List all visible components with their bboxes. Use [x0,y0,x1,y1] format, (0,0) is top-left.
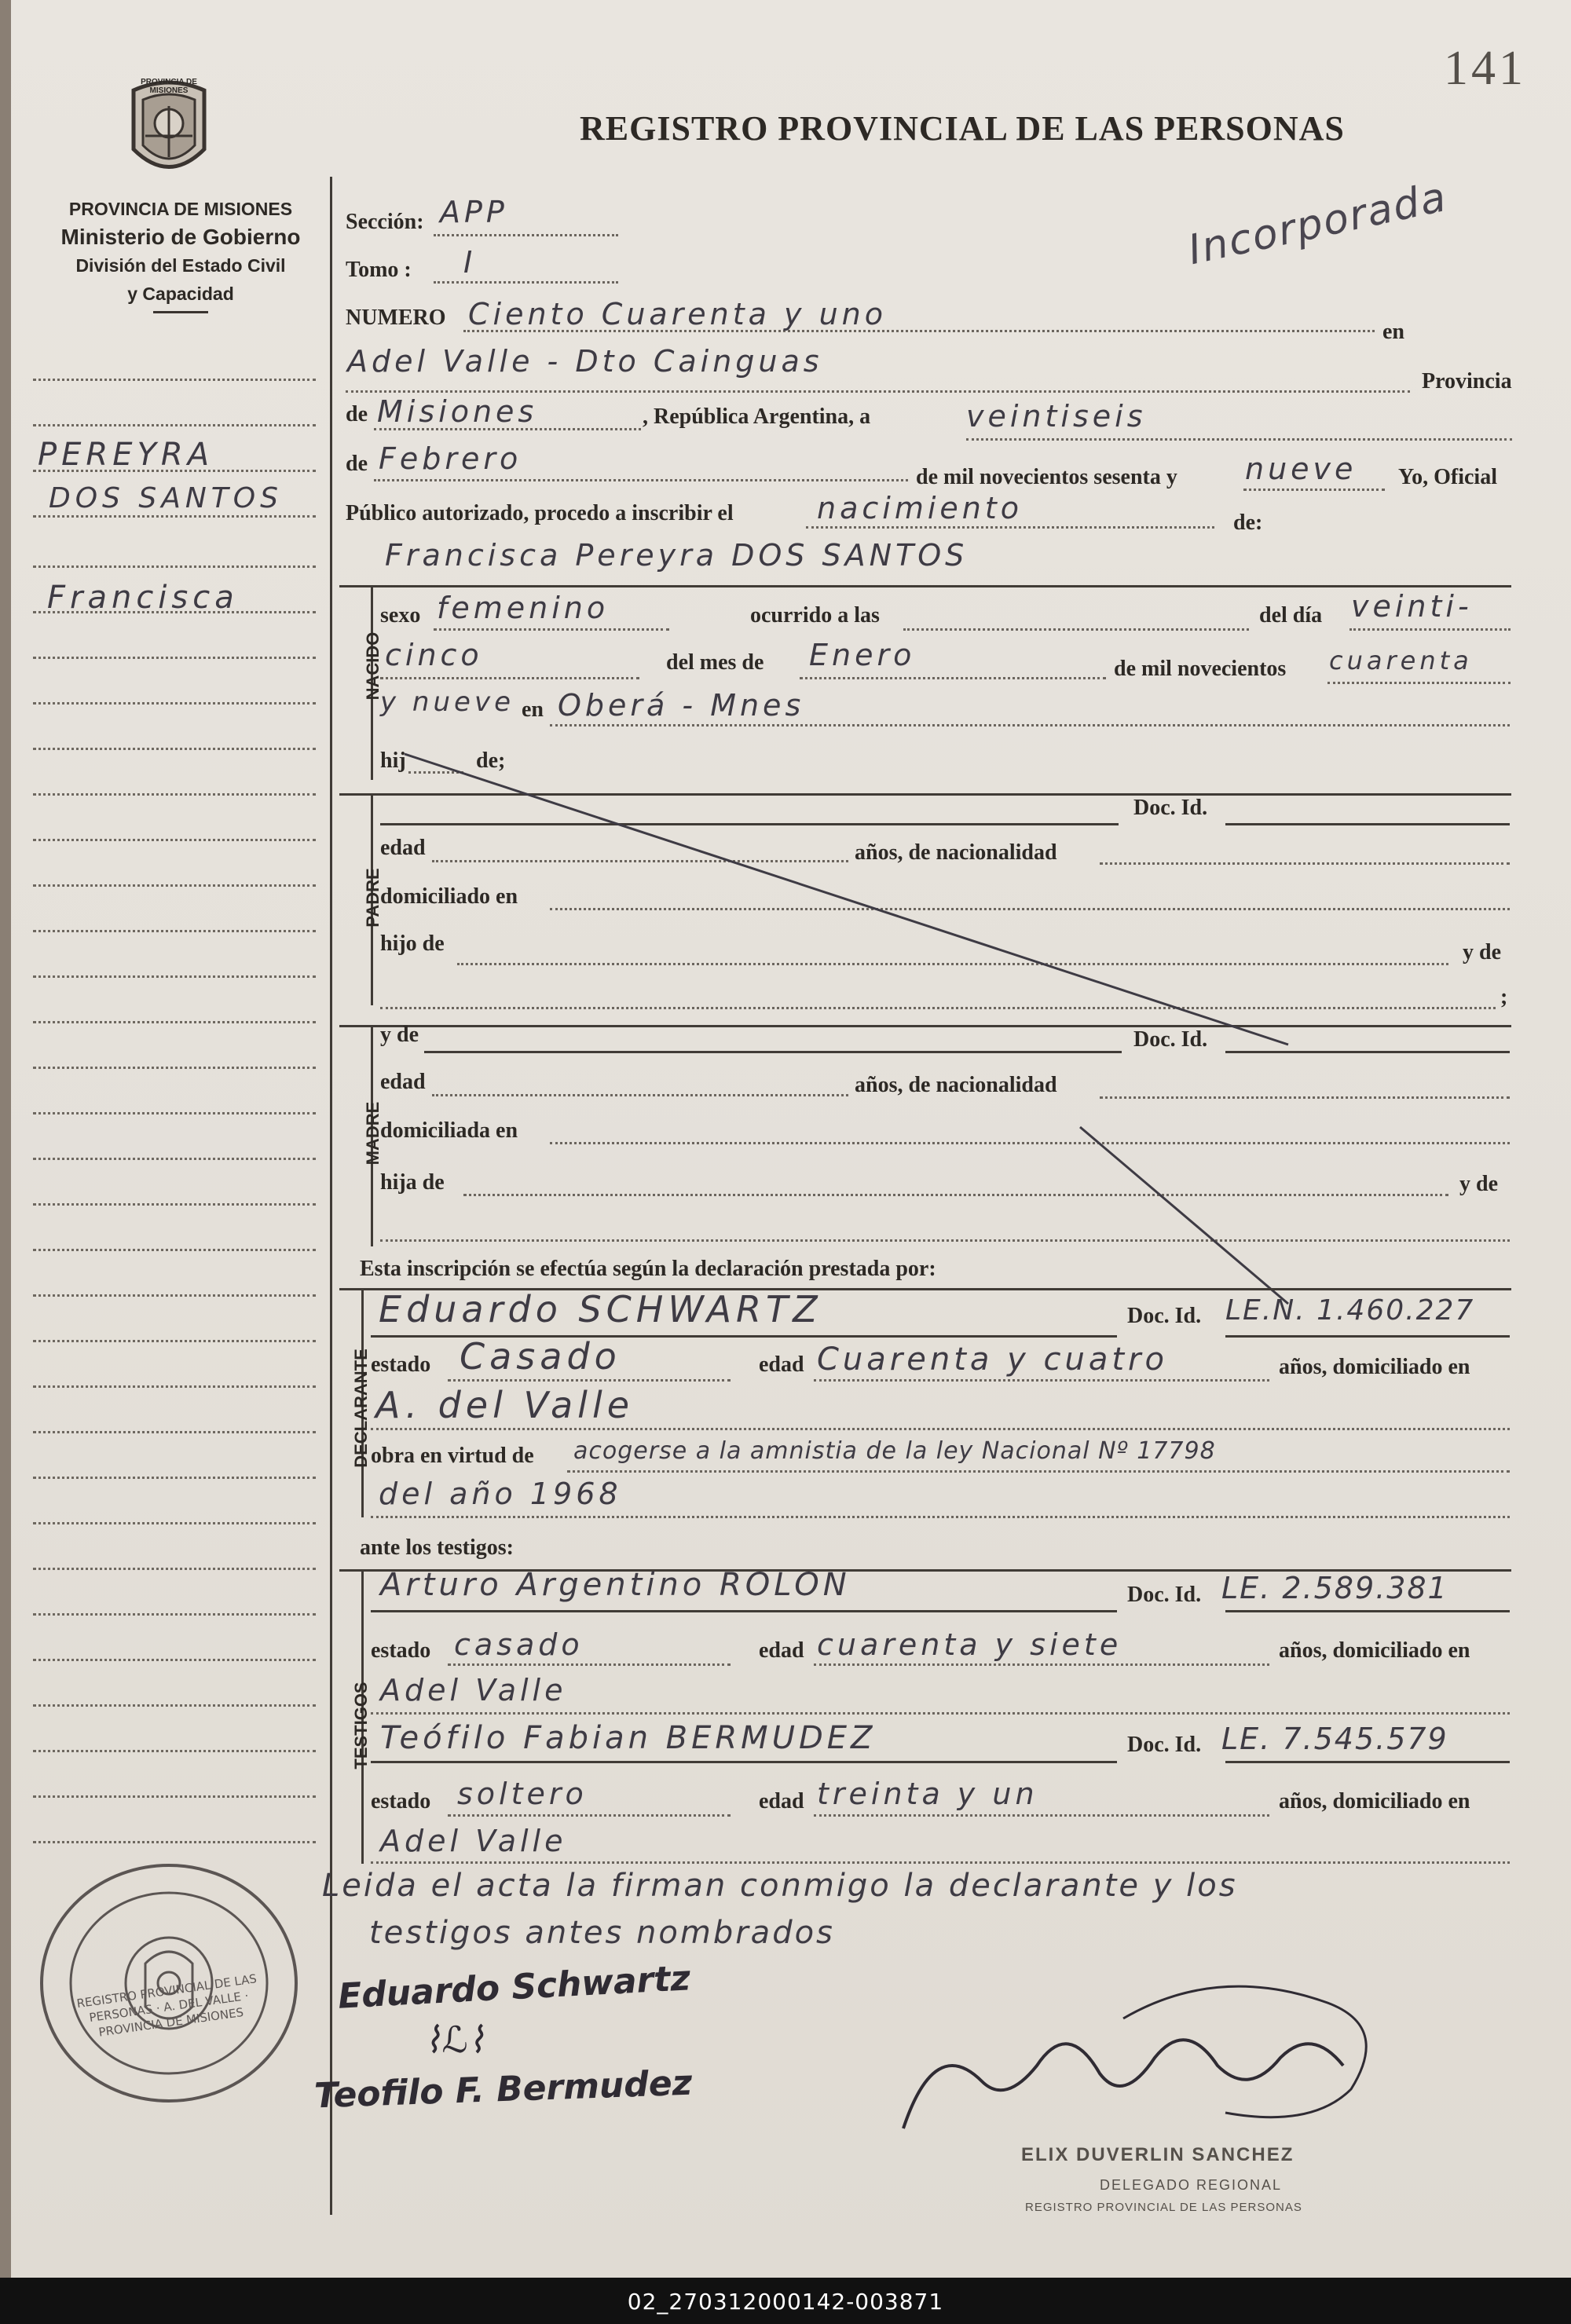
lugar-value: Adel Valle - Dto Cainguas [347,344,823,379]
testigo2-name-line [371,1761,1117,1763]
de-colon-label: de: [1233,511,1263,535]
declarante-dom-value: A. del Valle [375,1384,635,1426]
provincia-value: Misiones [377,394,538,429]
signature-declarante: Eduardo Schwartz [336,1958,692,2017]
padre-section-label: PADRE [363,868,383,928]
anio-insc-value: nueve [1245,452,1357,486]
numero-value: Ciento Cuarenta y uno [468,297,888,331]
signature-oficial-icon [888,1971,1422,2144]
declarante-edad-value: Cuarenta y cuatro [817,1341,1168,1378]
sexo-label: sexo [380,603,421,628]
testigo2-dom-value: Adel Valle [380,1824,567,1858]
madre-dom-label: domiciliada en [380,1118,518,1143]
testigo2-dom-line [371,1861,1510,1864]
tomo-value: I [463,245,477,280]
testigo2-doc-line [1225,1761,1510,1763]
numero-label: NUMERO [346,306,446,330]
madre-hija-label: hija de [380,1170,445,1195]
mes-nac-value: Enero [809,638,916,672]
testigo1-estado-label: estado [371,1638,431,1663]
de-label: de [346,402,368,426]
declarante-estado-label: estado [371,1352,431,1377]
publico-label: Público autorizado, procedo a inscribir el [346,501,734,525]
org-ministry: Ministerio de Gobierno [60,225,301,249]
testigo2-edad-value: treinta y un [817,1777,1038,1811]
closing-line-2: testigos antes nombrados [369,1915,835,1951]
obra-value-2: del año 1968 [379,1477,622,1511]
testigo1-edad-line [814,1663,1269,1666]
org-province: PROVINCIA DE MISIONES [68,199,293,219]
testigo1-doc-label: Doc. Id. [1127,1583,1202,1607]
padre-hijo-label: hijo de [380,931,445,956]
testigo1-estado-value: casado [454,1627,584,1662]
seal-text: REGISTRO PROVINCIAL DE LAS PERSONAS · A. DEL VALLE · PROVINCIA DE MISIONES [75,1971,258,2040]
declarante-estado-line [448,1379,731,1382]
mes-insc-value: Febrero [379,441,522,476]
dia-insc-value: veintiseis [966,399,1147,434]
oficial-name: ELIX DUVERLIN SANCHEZ [1021,2144,1295,2165]
testigo1-dom-value: Adel Valle [380,1673,567,1707]
padre-dom-label: domiciliado en [380,884,518,909]
padre-doc-label: Doc. Id. [1133,796,1208,820]
madre-y-de2-label: y de [1459,1172,1498,1196]
oficial-org: REGISTRO PROVINCIAL DE LAS PERSONAS [1025,2201,1302,2214]
testigo2-edad-line [814,1814,1269,1817]
del-mes-label: del mes de [666,650,764,675]
testigo2-value: Teófilo Fabian BERMUDEZ [380,1720,877,1756]
margin-given-name: Francisca [47,580,239,616]
seccion-value: APP [440,195,508,229]
padre-nac-label: años, de nacionalidad [855,840,1057,865]
org-capacity: y Capacidad [127,284,234,304]
oficial-title: DELEGADO REGIONAL [1100,2177,1283,2193]
padre-y-de-label: y de [1463,940,1501,964]
del-dia-label: del día [1259,603,1323,628]
image-footer-bar [0,2278,1571,2324]
signature-testigo2: Teofilo F. Bermudez [313,2062,693,2117]
madre-section-label: MADRE [363,1101,383,1166]
en-label: en [1382,320,1404,344]
org-division: División del Estado Civil [75,255,286,276]
testigo2-estado-label: estado [371,1789,431,1813]
document-title: REGISTRO PROVINCIAL DE LAS PERSONAS [580,109,1345,148]
republica-label: , República Argentina, a [643,404,871,429]
hij-label: hij [380,748,406,773]
acto-value: nacimiento [817,491,1024,525]
emblem-label: PROVINCIA DE MISIONES [141,78,197,95]
closing-line-1: Leida el acta la firman conmigo la declarante y los [322,1868,1238,1904]
ante-label: ante los testigos: [360,1535,514,1560]
anio-nac-value-1: cuarenta [1329,646,1473,675]
testigo1-edad-value: cuarenta y siete [817,1627,1122,1662]
testigo2-doc-value: LE. 7.545.579 [1221,1722,1448,1756]
declarante-doc-label: Doc. Id. [1127,1304,1202,1328]
margin-surname-1: PEREYRA [38,437,214,473]
testigo1-dom-line [371,1712,1510,1715]
obra-line [567,1470,1510,1473]
testigo1-value: Arturo Argentino ROLON [380,1567,851,1603]
madre-nac-label: años, de nacionalidad [855,1073,1057,1097]
testigo2-doc-label: Doc. Id. [1127,1733,1202,1757]
en-nac-label: en [522,697,544,722]
lugar-nac-value: Oberá - Mnes [558,688,805,723]
declarante-dom-line [371,1428,1510,1430]
padre-semicolon: ; [1500,985,1508,1009]
madre-y-de-label: y de [380,1023,419,1047]
ocurrido-label: ocurrido a las [750,603,880,628]
testigo2-dom-label: años, domiciliado en [1279,1789,1470,1813]
tomo-label: Tomo : [346,258,412,282]
testigo1-estado-line [448,1663,731,1666]
declarante-edad-label: edad [759,1352,804,1377]
declarante-estado-value: Casado [460,1335,621,1378]
mil-novecientos-label: de mil novecientos [1114,657,1287,681]
testigo2-estado-line [448,1814,731,1817]
obra-label: obra en virtud de [371,1444,534,1468]
madre-edad-label: edad [380,1070,426,1094]
declarante-dom-label: años, domiciliado en [1279,1355,1470,1379]
de2-label: de [346,452,368,476]
page-number: 141 [1444,42,1526,95]
testigo2-estado-value: soltero [457,1777,588,1811]
obra-value-1: acogerse a la amnistia de la ley Nacional Nº 17798 [573,1437,1216,1465]
madre-doc-label: Doc. Id. [1133,1027,1208,1052]
seccion-label: Sección: [346,210,424,234]
padre-edad-label: edad [380,836,426,860]
nombre-value: Francisca Pereyra DOS SANTOS [385,538,969,573]
declarante-section-label: DECLARANTE [351,1349,371,1468]
declarante-doc-line [1225,1335,1510,1338]
dia-nac-value-2: cinco [385,638,483,672]
declarante-value: Eduardo SCHWARTZ [379,1288,822,1330]
sexo-value: femenino [437,591,610,625]
testigos-section-label: TESTIGOS [351,1682,371,1770]
anio-nac-value-2: y nueve [380,686,515,718]
declarante-doc-value: LE.N. 1.460.227 [1225,1294,1475,1327]
provincia-label: Provincia [1422,369,1512,393]
dia-nac-value-1: veinti- [1351,589,1473,624]
testigo1-edad-label: edad [759,1638,804,1663]
obra-line-2 [371,1516,1510,1518]
stamp-annotation: Incorporada [1184,173,1452,275]
testigo1-doc-line [1225,1610,1510,1612]
image-id-label: 02_270312000142-003871 [627,2289,944,2315]
testigo1-dom-label: años, domiciliado en [1279,1638,1470,1663]
mil-sesenta-label: de mil novecientos sesenta y [916,465,1177,489]
testigo1-name-line [371,1610,1117,1612]
testigo2-edad-label: edad [759,1789,804,1813]
yo-oficial-label: Yo, Oficial [1398,465,1497,489]
margin-surname-2: DOS SANTOS [49,482,283,514]
signature-testigo1: ⌇ℒ⌇ [424,2018,486,2061]
declaracion-label: Esta inscripción se efectúa según la declaración prestada por: [360,1257,936,1281]
testigo1-doc-value: LE. 2.589.381 [1221,1571,1448,1605]
declarante-edad-line [814,1379,1269,1382]
de-sc-label: de; [476,748,506,773]
nacido-section-label: NACIDO [363,631,383,701]
